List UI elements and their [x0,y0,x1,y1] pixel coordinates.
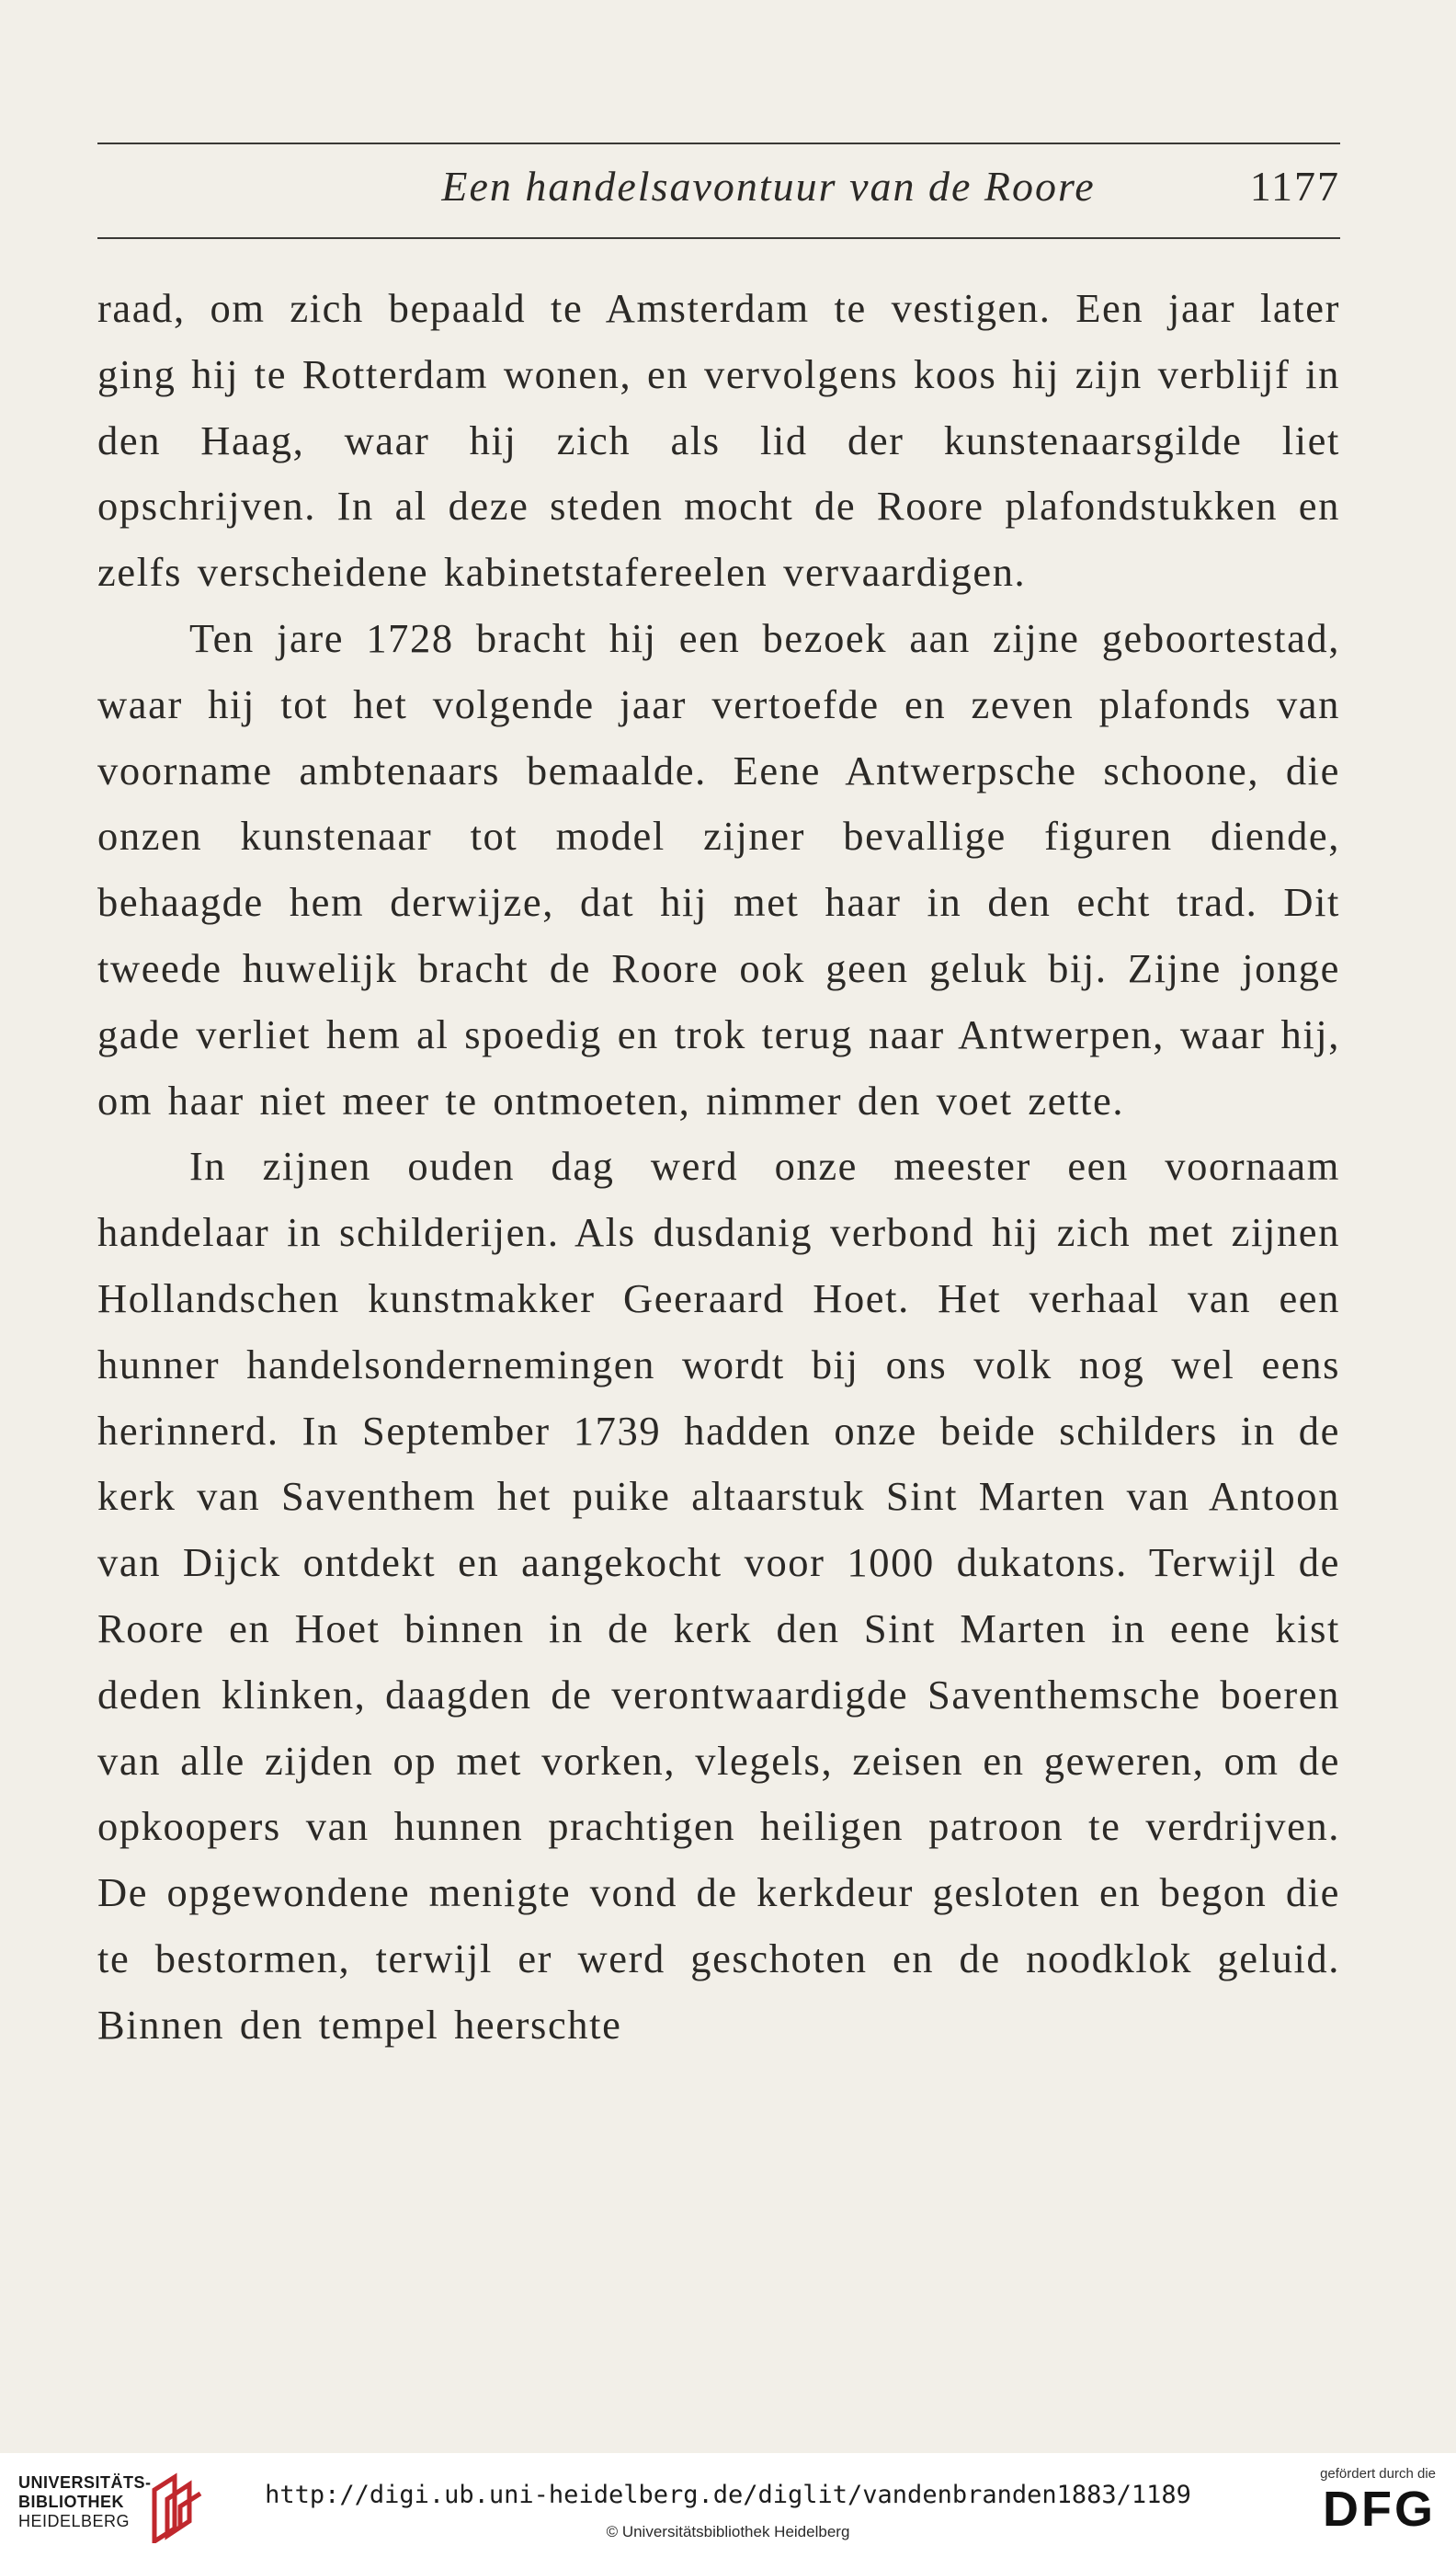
paragraph: raad, om zich bepaald te Amsterdam te vestigen. Een jaar later ging hij te Rotterdam wonen, en vervolgens koos hij zijn verblijf in den Haag, waar hij zich als lid der kunstenaarsgilde liet opschrijven. In al deze steden mocht de Roore plafondstukken en zelfs verscheidene kabinetstafereelen vervaardigen. [97,285,1340,596]
library-name-line: BIBLIOTHEK [18,2493,124,2511]
paragraph: Ten jare 1728 bracht hij een bezoek aan zijne geboortestad, waar hij tot het volgende jaar vertoefde en zeven plafonds van voorname ambtenaars bemaalde. Eene Antwerpsche schoone, die onzen kunstenaar tot model zijner bevallige figuren diende, behaagde hem derwijze, dat hij met haar in den echt trad. Dit tweede huwelijk bracht de Roore ook geen geluk bij. Zijne jonge gade verliet hem al spoedig en trok terug naar Antwerpen, waar hij, om haar niet meer te ontmoeten, nimmer den voet zette. [97,614,1340,1124]
permalink-url[interactable]: http://digi.ub.uni-heidelberg.de/diglit/vandenbranden1883/1189 [265,2481,1191,2509]
running-title: Een handelsavontuur van de Roore [441,163,1096,210]
viewer-footer [0,2453,1456,2557]
library-name-line: HEIDELBERG [18,2512,131,2530]
paragraph: In zijnen ouden dag werd onze meester een voornaam handelaar in schilderijen. Als dusdanig verbond hij zich met zijnen Hollandschen kunstmakker Geeraard Hoet. Het verhaal van een hunner handelsondernemingen wordt bij ons volk nog wel eens herinnerd. In September 1739 hadden onze beide schilders in de kerk van Saventhem het puike altaarstuk Sint Marten van Antoon van Dijck ontdekt en aangekocht voor 1000 dukatons. Terwijl de Roore en Hoet binnen in de kerk den Sint Marten in eene kist deden klinken, daagden de verontwaardigde Saventhemsche boeren van alle zijden op met vorken, vlegels, zeisen en geweren, om de opkoopers van hunnen prachtigen heiligen patroon te verdrijven. De opgewondene menigte vond de kerkdeur gesloten en begon die te bestormen, terwijl er werd geschoten en de noodklok geluid. Binnen den tempel heerschte [97,1143,1340,2048]
header-rule-bottom [97,237,1340,239]
library-name-line: UNIVERSITÄTS- [18,2473,152,2492]
header-rule-top [97,143,1340,144]
dfg-logo[interactable]: DFG [1323,2482,1436,2537]
page-number: 1177 [1249,163,1340,210]
running-head [97,154,1340,219]
body-text [97,276,1340,2059]
copyright-notice: © Universitätsbibliothek Heidelberg [606,2523,850,2540]
funding-caption: gefördert durch die [1320,2466,1436,2482]
funding-block [1298,2466,1436,2537]
